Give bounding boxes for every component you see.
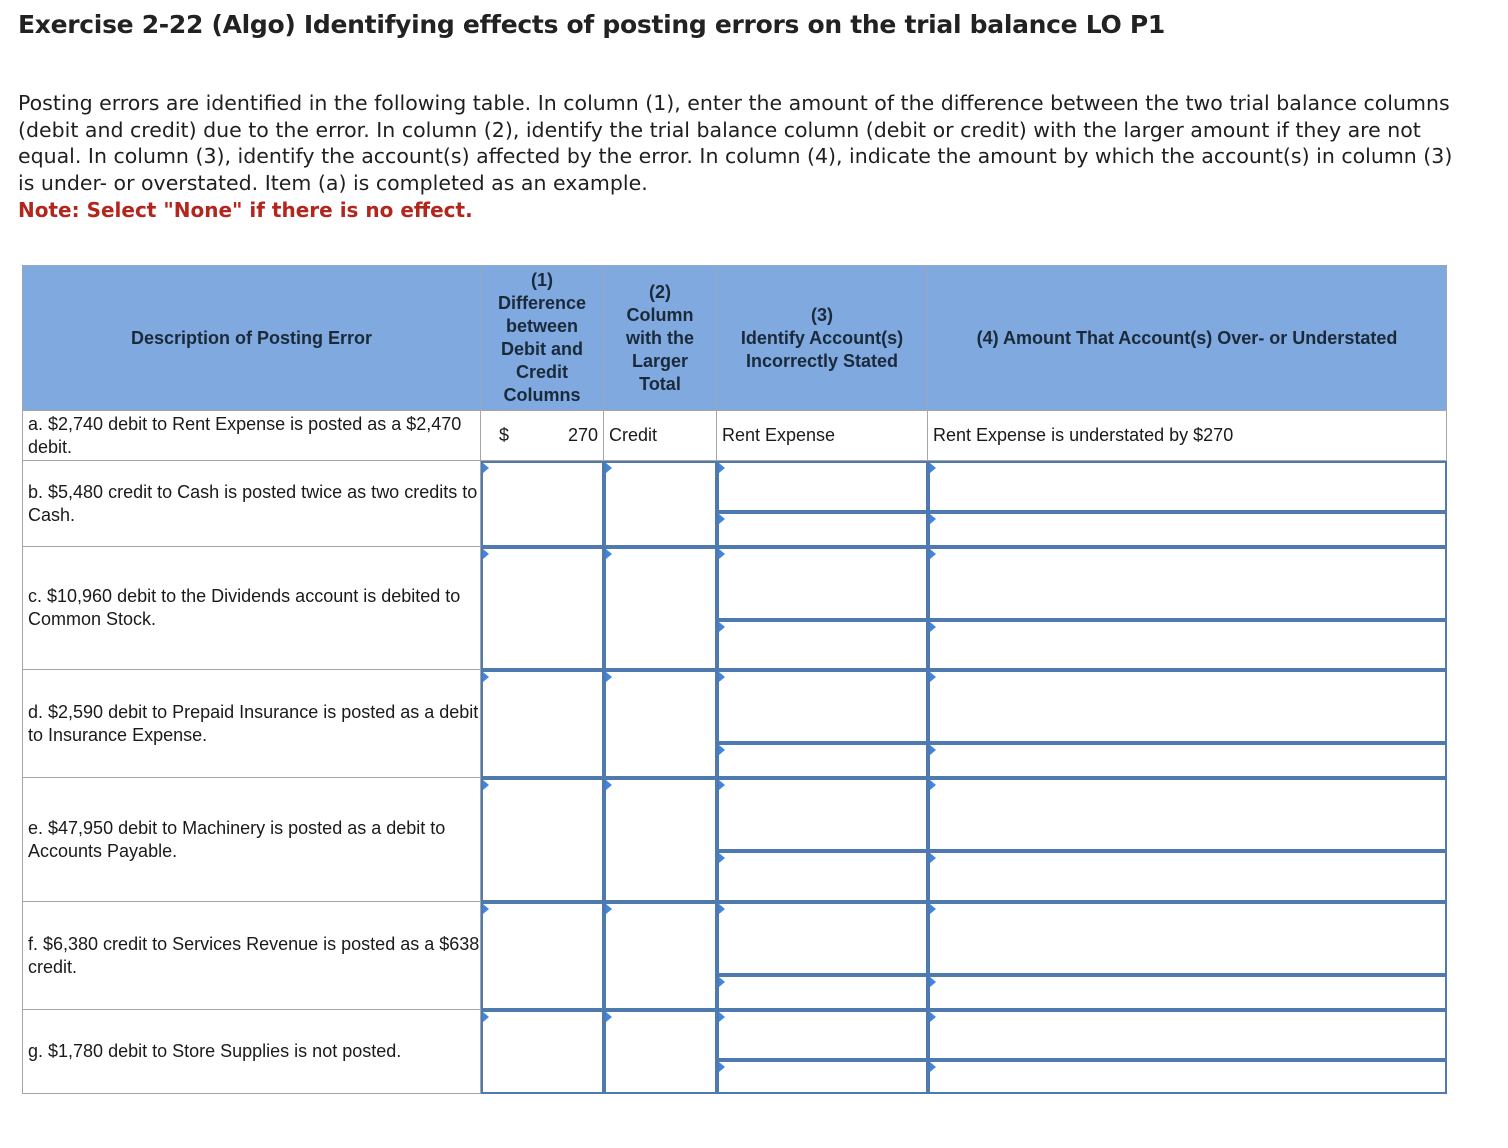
currency-symbol: $ xyxy=(499,425,510,445)
amount-select[interactable] xyxy=(928,902,1447,975)
row-description: e. $47,950 debit to Machinery is posted as a debit to Accounts Payable. xyxy=(22,778,481,901)
larger-column-select[interactable] xyxy=(604,547,717,670)
header-account-line: Incorrectly Stated xyxy=(745,350,899,371)
amount-select[interactable] xyxy=(928,975,1447,1010)
amount-select[interactable] xyxy=(928,670,1447,743)
page-title: Exercise 2-22 (Algo) Identifying effects of posting errors on the trial balance LO P1 xyxy=(18,10,1165,39)
row-description: g. $1,780 debit to Store Supplies is not posted. xyxy=(22,1010,481,1093)
table-row xyxy=(22,778,1447,902)
header-difference xyxy=(481,265,604,410)
dropdown-marker-icon xyxy=(719,1012,725,1022)
account-select[interactable] xyxy=(717,851,928,902)
dropdown-marker-icon xyxy=(483,780,489,790)
row-description: f. $6,380 credit to Services Revenue is posted as a $638 credit. xyxy=(22,902,481,1009)
account-select[interactable] xyxy=(717,1010,928,1060)
dropdown-marker-icon xyxy=(719,1062,725,1072)
amount-select[interactable] xyxy=(928,512,1447,547)
table-row xyxy=(22,547,1447,670)
account-select[interactable] xyxy=(717,670,928,743)
header-larger-line: (2) xyxy=(649,281,671,302)
account-select[interactable] xyxy=(717,1060,928,1094)
header-larger-line: Larger xyxy=(631,350,689,371)
dropdown-marker-icon xyxy=(719,514,725,524)
dropdown-marker-icon xyxy=(606,780,612,790)
account-select[interactable] xyxy=(717,975,928,1010)
dropdown-marker-icon xyxy=(606,549,612,559)
table-row-example xyxy=(22,410,1447,461)
example-difference-cell xyxy=(481,411,604,460)
amount-select[interactable] xyxy=(928,461,1447,512)
dropdown-marker-icon xyxy=(483,904,489,914)
dropdown-marker-icon xyxy=(930,1062,936,1072)
difference-input[interactable] xyxy=(481,547,604,670)
header-larger-line: with the xyxy=(626,327,694,348)
account-select[interactable] xyxy=(717,902,928,975)
row-description: c. $10,960 debit to the Dividends account is debited to Common Stock. xyxy=(22,547,481,669)
example-account: Rent Expense xyxy=(717,411,928,460)
difference-input[interactable] xyxy=(481,461,604,547)
dropdown-marker-icon xyxy=(930,780,936,790)
amount-select[interactable] xyxy=(928,851,1447,902)
dropdown-marker-icon xyxy=(719,904,725,914)
account-select[interactable] xyxy=(717,743,928,778)
dropdown-marker-icon xyxy=(719,780,725,790)
example-larger-column: Credit xyxy=(604,411,717,460)
example-difference-value: 270 xyxy=(567,425,598,445)
amount-select[interactable] xyxy=(928,778,1447,851)
dropdown-marker-icon xyxy=(606,904,612,914)
dropdown-marker-icon xyxy=(719,672,725,682)
amount-select[interactable] xyxy=(928,743,1447,778)
table-row xyxy=(22,670,1447,778)
header-amount: (4) Amount That Account(s) Over- or Understated xyxy=(928,265,1447,410)
larger-column-select[interactable] xyxy=(604,778,717,902)
dropdown-marker-icon xyxy=(930,904,936,914)
dropdown-marker-icon xyxy=(930,853,936,863)
account-select[interactable] xyxy=(717,620,928,670)
dropdown-marker-icon xyxy=(930,977,936,987)
larger-column-select[interactable] xyxy=(604,461,717,547)
header-account-line: (3) xyxy=(811,304,833,325)
table-row xyxy=(22,461,1447,547)
account-select[interactable] xyxy=(717,512,928,547)
header-difference-line: Difference xyxy=(497,293,587,313)
table-row xyxy=(22,902,1447,1010)
account-select[interactable] xyxy=(717,547,928,620)
dropdown-marker-icon xyxy=(719,622,725,632)
dropdown-marker-icon xyxy=(930,549,936,559)
row-description: b. $5,480 credit to Cash is posted twice as two credits to Cash. xyxy=(22,461,481,546)
larger-column-select[interactable] xyxy=(604,1010,717,1094)
header-difference-line: (1) xyxy=(531,270,553,290)
amount-select[interactable] xyxy=(928,620,1447,670)
dropdown-marker-icon xyxy=(483,1012,489,1022)
instructions-note: Note: Select "None" if there is no effect. xyxy=(18,198,473,222)
account-select[interactable] xyxy=(717,461,928,512)
header-larger-line: Total xyxy=(639,373,681,394)
dropdown-marker-icon xyxy=(719,977,725,987)
posting-errors-table xyxy=(22,265,1447,1094)
dropdown-marker-icon xyxy=(606,1012,612,1022)
header-difference-line: Columns xyxy=(503,385,581,405)
dropdown-marker-icon xyxy=(930,463,936,473)
dropdown-marker-icon xyxy=(483,463,489,473)
dropdown-marker-icon xyxy=(606,672,612,682)
dropdown-marker-icon xyxy=(930,1012,936,1022)
dropdown-marker-icon xyxy=(483,672,489,682)
row-description: a. $2,740 debit to Rent Expense is posted as a $2,470 debit. xyxy=(22,411,481,460)
difference-input[interactable] xyxy=(481,902,604,1010)
larger-column-select[interactable] xyxy=(604,670,717,778)
header-description: Description of Posting Error xyxy=(22,265,481,410)
larger-column-select[interactable] xyxy=(604,902,717,1010)
account-select[interactable] xyxy=(717,778,928,851)
dropdown-marker-icon xyxy=(930,745,936,755)
difference-input[interactable] xyxy=(481,670,604,778)
difference-input[interactable] xyxy=(481,1010,604,1094)
header-difference-line: between xyxy=(505,316,579,336)
dropdown-marker-icon xyxy=(930,514,936,524)
row-description: d. $2,590 debit to Prepaid Insurance is posted as a debit to Insurance Expense. xyxy=(22,670,481,777)
dropdown-marker-icon xyxy=(719,853,725,863)
header-account xyxy=(717,265,928,410)
dropdown-marker-icon xyxy=(719,463,725,473)
header-larger-line: Column xyxy=(626,304,694,325)
header-difference-line: Debit and xyxy=(500,339,583,359)
amount-select[interactable] xyxy=(928,1060,1447,1094)
amount-select[interactable] xyxy=(928,547,1447,620)
dropdown-marker-icon xyxy=(719,745,725,755)
example-amount-text: Rent Expense is understated by $270 xyxy=(928,411,1447,460)
dropdown-marker-icon xyxy=(606,463,612,473)
table-row xyxy=(22,1010,1447,1094)
instructions-text: Posting errors are identified in the following table. In column (1), enter the amount of the difference between the two trial balance columns (debit and credit) due to the error. In column (2), identify the trial balance column (debit or credit) with the larger amount if they are not equal. In column (3), identify the account(s) affected by the error. In column (4), indicate the amount by which the account(s) in column (3) is under- or overstated. Item (a) is completed as an example. xyxy=(18,91,1453,195)
header-larger-column xyxy=(604,265,717,410)
dropdown-marker-icon xyxy=(930,622,936,632)
header-account-line: Identify Account(s) xyxy=(740,327,904,348)
dropdown-marker-icon xyxy=(930,672,936,682)
dropdown-marker-icon xyxy=(719,549,725,559)
amount-select[interactable] xyxy=(928,1010,1447,1060)
header-difference-line: Credit xyxy=(515,362,568,382)
difference-input[interactable] xyxy=(481,778,604,902)
dropdown-marker-icon xyxy=(483,549,489,559)
